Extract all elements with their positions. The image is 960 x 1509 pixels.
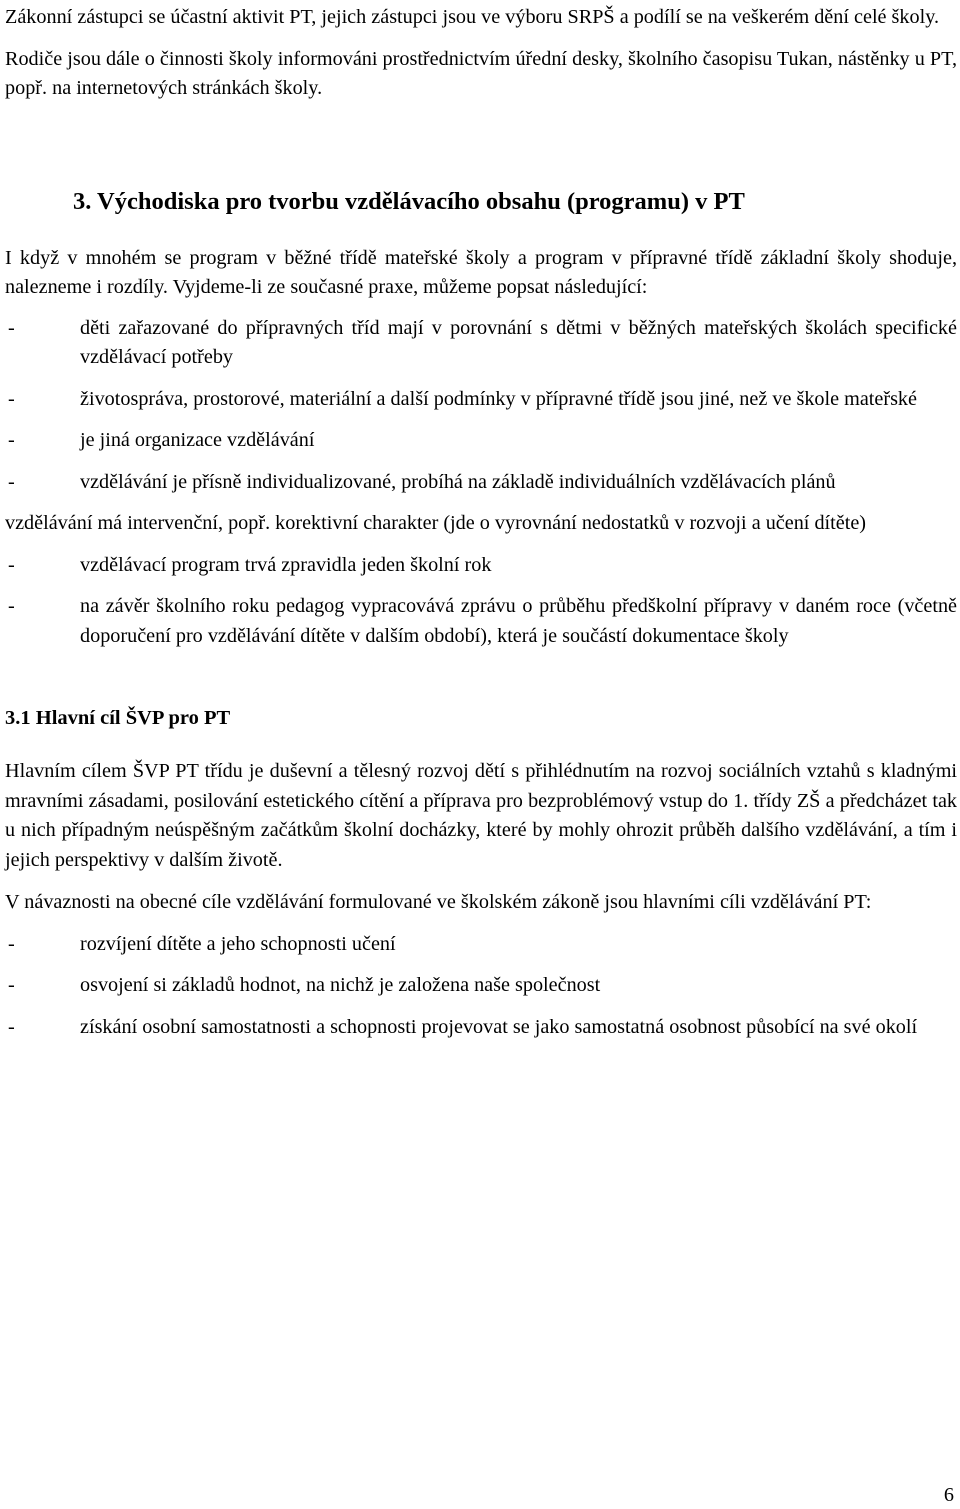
bullet-dash: - [8,932,15,955]
list-item-text: vzdělávací program trvá zpravidla jeden školní rok [80,553,492,576]
list-item-text: děti zařazované do přípravných tříd mají v porovnání s dětmi v běžných mateřských školách specifické vzdělávací potřeby [80,316,957,368]
section-3-1-paragraph-1: Hlavním cílem ŠVP PT třídu je duševní a tělesný rozvoj dětí s přihlédnutím na rozvoj sociálních vztahů s kladnými mravními zásadami, posilování estetického cítění a příprava pro bezproblémový vstup do 1. třídy ZŠ a předcházet tak u nich případným neúspěšným začátkům školní docházky, které by mohly ohrozit průběh dalšího vzdělávání, a tím i jejich perspektivy v dalším životě. [5,760,957,871]
bullet-dash: - [8,595,15,617]
section-3-1-list [5,930,957,1043]
list-item [5,1013,957,1043]
list-item [5,930,957,960]
bullet-dash: - [8,974,15,996]
list-item-text: životospráva, prostorové, materiální a další podmínky v přípravné třídě jsou jiné, než ve škole mateřské [80,387,917,410]
list-item-text: rozvíjení dítěte a jeho schopnosti učení [80,932,396,955]
intro-paragraph-1: Zákonní zástupci se účastní aktivit PT, jejich zástupci jsou ve výboru SRPŠ a podílí se na veškerém dění celé školy. [5,6,940,28]
list-item [5,551,957,581]
list-item [5,385,957,415]
bullet-dash: - [8,387,15,410]
list-item-text: je jiná organizace vzdělávání [80,429,315,451]
bullet-dash: - [8,470,15,493]
list-item-text: získání osobní samostatnosti a schopnosti projevovat se jako samostatná osobnost působící na své okolí [80,1015,918,1038]
section-3-list-1 [5,314,957,498]
bullet-dash: - [8,1015,15,1038]
section-3-1-paragraph-2: V návaznosti na obecné cíle vzdělávání formulované ve školském zákoně jsou hlavními cíli vzdělávání PT: [5,891,872,913]
section-3-1-heading: 3.1 Hlavní cíl ŠVP pro PT [5,707,231,729]
bullet-dash: - [8,553,15,576]
bullet-dash: - [8,316,15,339]
section-3-paragraph-1: I když v mnohém se program v běžné třídě mateřské školy a program v přípravné třídě základní školy shoduje, nalezneme i rozdíly. Vyjdeme-li ze současné praxe, můžeme popsat následující: [5,246,957,298]
section-3-heading: 3. Východiska pro tvorbu vzdělávacího obsahu (programu) v PT [73,187,745,215]
list-item [5,314,957,373]
list-item [5,426,957,456]
list-item [5,592,957,651]
section-3-list-2 [5,551,957,652]
bullet-dash: - [8,429,15,451]
list-item-text: vzdělávání je přísně individualizované, probíhá na základě individuálních vzdělávacích plánů [80,470,836,493]
page-number: 6 [943,1484,954,1506]
document-page [5,0,957,1042]
list-item-text: osvojení si základů hodnot, na nichž je založena naše společnost [80,974,601,996]
section-3-paragraph-2: vzdělávání má intervenční, popř. korektivní charakter (jde o vyrovnání nedostatků v rozvoji a učení dítěte) [5,512,867,534]
list-item-text: na závěr školního roku pedagog vypracovává zprávu o průběhu předškolní přípravy v daném roce (včetně doporučení pro vzdělávání dítěte v dalším období), která je součástí dokumentace školy [80,595,957,647]
list-item [5,468,957,498]
list-item [5,971,957,1001]
intro-paragraph-2: Rodiče jsou dále o činnosti školy informováni prostřednictvím úřední desky, školního časopisu Tukan, nástěnky u PT, popř. na internetových stránkách školy. [5,47,957,99]
